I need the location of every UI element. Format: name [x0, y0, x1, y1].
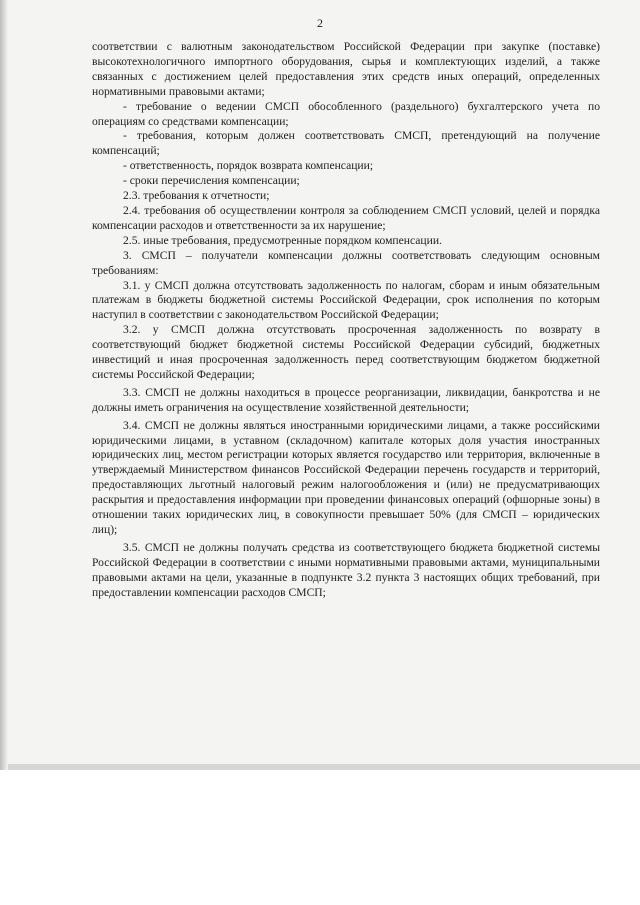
paragraph: 3.4. СМСП не должны являться иностранными юридическими лицами, а также российскими юридическими лицами, в уставном (складочном) капитале которых доля участия иностранных юридических лиц, местом регистрации которых является государство или территория, включенные в утверждаемый Министерством финансов Российской Федерации перечень государств и территорий, предоставляющих льготный налоговый режим налогообложения и (или) не предусматривающих раскрытия и предоставления информации при проведении финансовых операций (офшорные зоны) в отношении таких юридических лиц, в совокупности превышает 50% (для СМСП – юридических лиц); [92, 418, 600, 536]
paragraph: 2.5. иные требования, предусмотренные порядком компенсации. [123, 233, 442, 247]
paragraph: соответствии с валютным законодательством Российской Федерации при закупке (поставке) высокотехнологичного импортного оборудования, сырья и комплектующих изделий, а также связанных с достижением целей предоставления этих средств иных операций, определенных нормативными правовыми актами; [92, 40, 600, 98]
paragraph: 3.3. СМСП не должны находиться в процессе реорганизации, ликвидации, банкротства и не должны иметь ограничения на осуществление хозяйственной деятельности; [92, 385, 600, 414]
page-number: 2 [317, 16, 323, 30]
paragraph: 3.2. у СМСП должна отсутствовать просроченная задолженность по возврату в соответствующий бюджет бюджетной системы Российской Федерации субсидий, бюджетных инвестиций и иная просроченная задолженность перед соответствующим бюджетом бюджетной системы Российской Федерации; [92, 323, 600, 381]
paragraph: 3.1. у СМСП должна отсутствовать задолженность по налогам, сборам и иным обязательным платежам в бюджеты бюджетной системы Российской Федерации, срок исполнения по которым наступил в соответствии с законодательством Российской Федерации; [92, 278, 600, 322]
paragraph: - требования, которым должен соответствовать СМСП, претендующий на получение компенсаций; [92, 129, 600, 158]
paragraph: 3. СМСП – получатели компенсации должны соответствовать следующим основным требованиям: [92, 248, 600, 277]
scan-edge-shadow [0, 0, 8, 770]
paragraph: - сроки перечисления компенсации; [123, 174, 300, 188]
paragraph: - требование о ведении СМСП обособленного (раздельного) бухгалтерского учета по операциям со средствами компенсации; [92, 99, 600, 128]
paragraph: 2.4. требования об осуществлении контроля за соблюдением СМСП условий, целей и порядка компенсации расходов и ответственности за их нарушение; [92, 203, 600, 232]
paragraph: 3.5. СМСП не должны получать средства из соответствующего бюджета бюджетной системы Российской Федерации в соответствии с иными нормативными правовыми актами, муниципальными правовыми актами на цели, указанные в подпункте 3.2 пункта 3 настоящих общих требований, при предоставлении компенсации расходов СМСП; [92, 540, 600, 599]
paragraph: 2.3. требования к отчетности; [123, 189, 270, 203]
document-body [92, 40, 600, 601]
paragraph: - ответственность, порядок возврата компенсации; [123, 159, 374, 173]
